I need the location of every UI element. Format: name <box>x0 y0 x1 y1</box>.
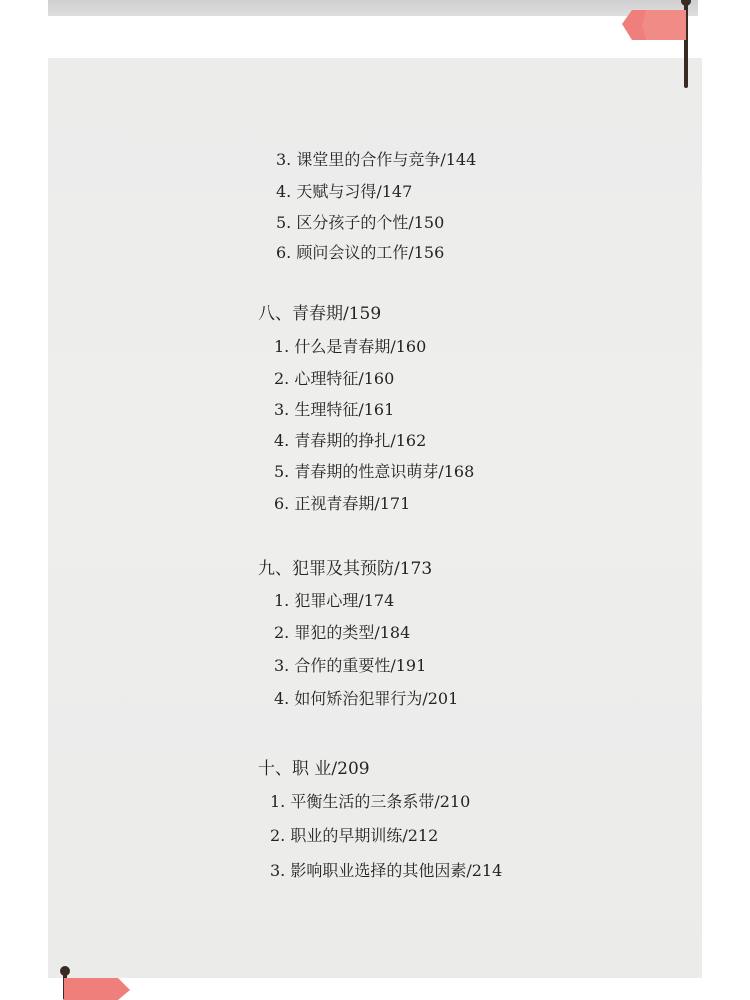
toc-item: 4. 青春期的挣扎/162 <box>274 431 427 450</box>
toc-item: 3. 影响职业选择的其他因素/214 <box>270 861 503 880</box>
toc-item: 3. 课堂里的合作与竞争/144 <box>276 150 477 169</box>
table-of-contents <box>48 58 702 978</box>
toc-chapter: 十、职 业/209 <box>258 759 370 779</box>
toc-item: 4. 如何矫治犯罪行为/201 <box>274 689 459 708</box>
toc-item: 3. 合作的重要性/191 <box>274 656 427 675</box>
flag-pole-knob <box>60 966 70 976</box>
toc-chapter: 九、犯罪及其预防/173 <box>258 559 433 579</box>
toc-item: 2. 心理特征/160 <box>274 369 395 388</box>
toc-item: 2. 职业的早期训练/212 <box>270 826 439 845</box>
toc-item: 5. 青春期的性意识萌芽/168 <box>274 462 475 481</box>
toc-item: 2. 罪犯的类型/184 <box>274 623 411 642</box>
pink-flag-icon <box>622 8 686 42</box>
pink-flag-icon <box>64 976 130 1000</box>
toc-item: 1. 犯罪心理/174 <box>274 591 395 610</box>
toc-item: 6. 顾问会议的工作/156 <box>276 243 445 262</box>
toc-item: 4. 天赋与习得/147 <box>276 182 413 201</box>
toc-chapter: 八、青春期/159 <box>258 304 382 324</box>
toc-item: 6. 正视青春期/171 <box>274 494 411 513</box>
book-page <box>48 58 702 978</box>
toc-item: 3. 生理特征/161 <box>274 400 395 419</box>
toc-item: 1. 平衡生活的三条系带/210 <box>270 792 471 811</box>
toc-item: 1. 什么是青春期/160 <box>274 337 427 356</box>
toc-item: 5. 区分孩子的个性/150 <box>276 213 445 232</box>
previous-page-edge <box>48 0 698 16</box>
